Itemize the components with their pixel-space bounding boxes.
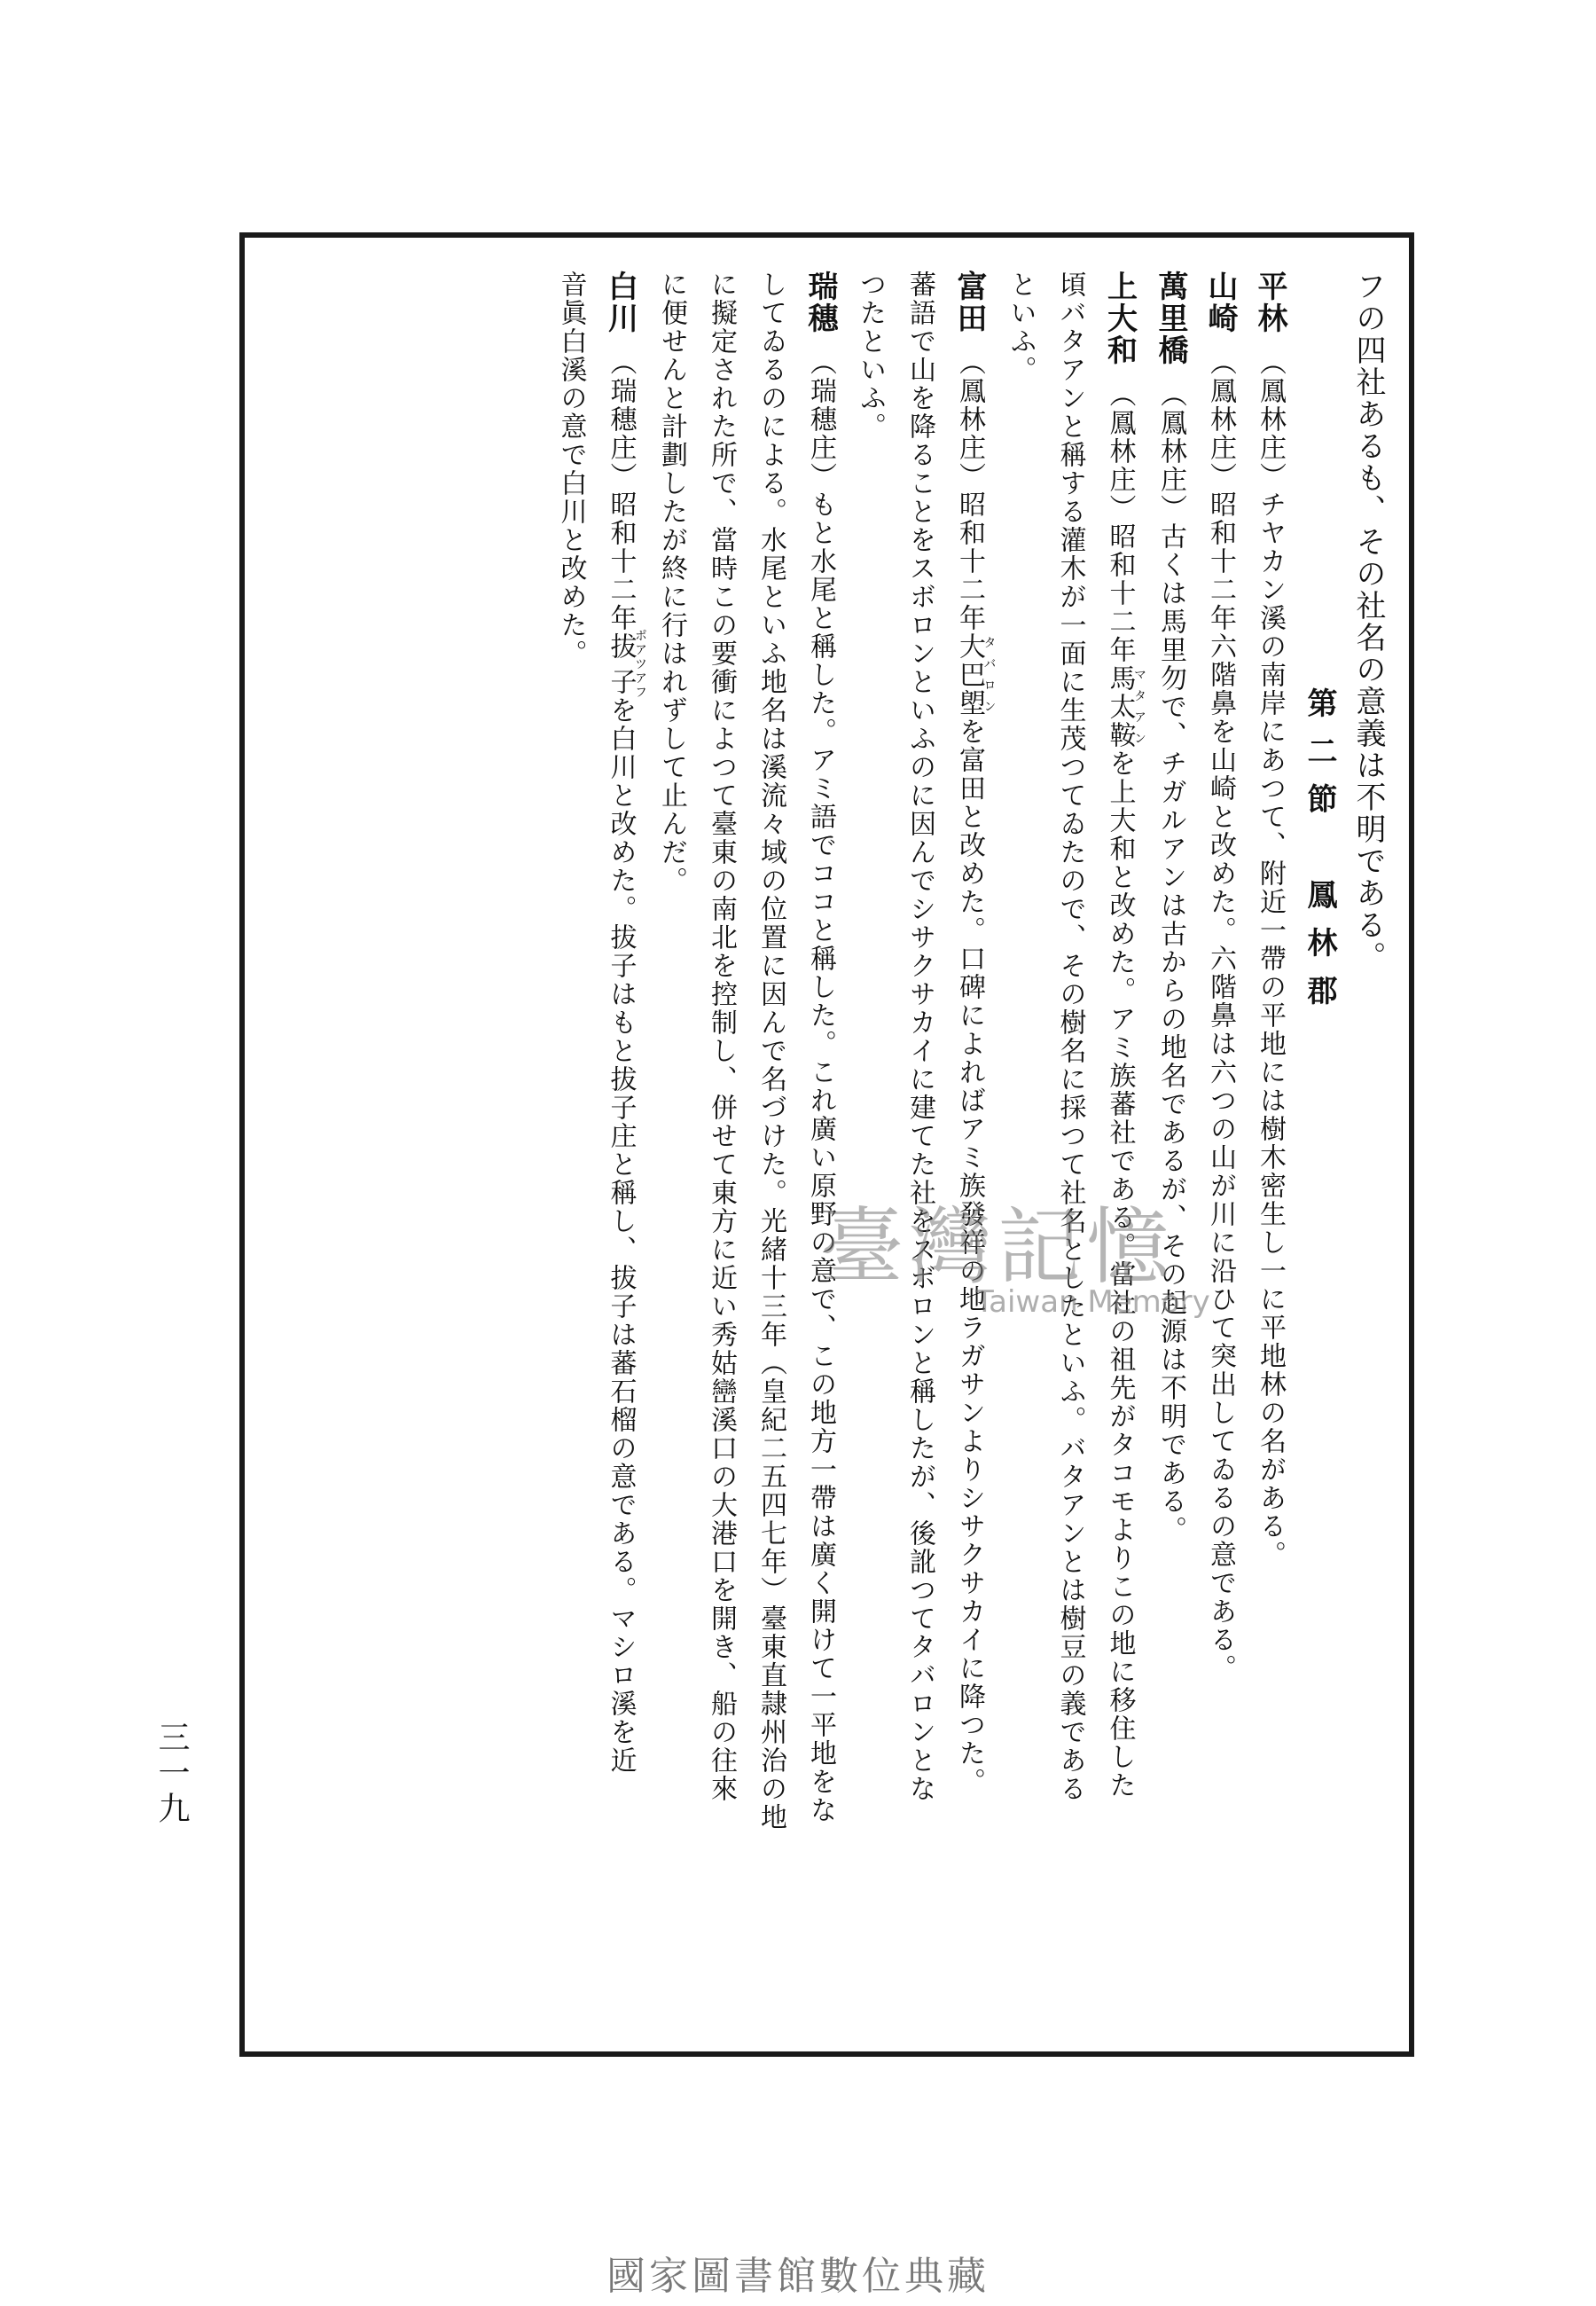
entry-yamazaki <box>1195 271 1245 2035</box>
entry-tomita <box>944 271 996 2035</box>
ruby-annotation: 拔子ポアツアフ <box>605 629 647 700</box>
entry-text: （鳳林庄）古くは馬里勿で、チガルアンは古からの地名であるが、その起源は不明である。 <box>1155 380 1186 1544</box>
text-column-10 <box>845 271 895 2035</box>
entry-manrikyo <box>1146 271 1195 2035</box>
column-text: してゐるのによる。水尾といふ地名は溪流々域の位置に因んで名づけた。光緒十三年（皇紀二五四七年）臺東直隷州治の地 <box>755 271 786 1831</box>
entry-text: （瑞穗庄）昭和十二年拔子ポアツアフを白川と改めた。拔子はもと拔子庄と稱し、拔子は蕃石榴の意である。マシロ溪を近 <box>605 349 647 1775</box>
column-text: に擬定された所で、當時この要衝によつて臺東の南北を控制し、併せて東方に近い秀姑巒溪口の大港口を開き、船の往來 <box>706 271 737 1803</box>
text-column-9 <box>895 271 944 2035</box>
vertical-text-body <box>262 271 1392 2035</box>
watermark-chars: 臺灣記憶 <box>820 1199 1176 1296</box>
column-text: フの四社あるも、その社名の意義は不明である。 <box>1350 271 1386 973</box>
column-text: つたといふ。 <box>855 271 886 441</box>
ruby-annotation: 馬太鞍マタアン <box>1104 664 1146 749</box>
column-text: 蕃語で山を降ることをスボロンといふのに因んでシサクサカイに建てた社をスボロンと稱したが、後訛つてタバロンとな <box>904 271 935 1803</box>
text-column-7 <box>996 271 1045 2035</box>
entry-term: 瑞穗 <box>802 271 838 334</box>
entry-term: 上大和 <box>1101 271 1138 366</box>
watermark-latin: Taiwan Memory <box>975 1284 1210 1320</box>
entry-text: （鳳林庄）昭和十二年大巴塱タバロンを富田と改めた。口碑によればアミ族發祥の地ラガサンよりシサクサカイに降つた。 <box>954 349 997 1796</box>
text-column-0 <box>1343 271 1392 2035</box>
column-text: に便せんと計劃したが終に行はれずして止んだ。 <box>656 271 687 895</box>
heading-text: 第二節 鳳林郡 <box>1302 687 1337 1023</box>
column-text: 頃バタアンと稱する灌木が一面に生茂つてゐたので、その樹名に採つて社名としたといふ。バタアンとは樹豆の義である <box>1054 271 1086 1803</box>
entry-shirakawa <box>596 271 647 2035</box>
text-column-13 <box>696 271 746 2035</box>
column-text: といふ。 <box>1005 271 1037 384</box>
text-column-12 <box>746 271 795 2035</box>
footer-library-credit: 國家圖書館數位典藏 <box>606 2254 990 2299</box>
entry-mizuho <box>795 271 845 2035</box>
entry-text: （鳳林庄）チヤカン溪の南岸にあつて、附近一帶の平地には樹木密生し一に平地林の名がある。 <box>1255 349 1286 1569</box>
entry-text: （鳳林庄）昭和十二年馬太鞍マタアンを上大和と改めた。アミ族蕃社である。當社の祖先がタコモよりこの地に移住した <box>1104 380 1146 1800</box>
text-column-16 <box>546 271 596 2035</box>
entry-term: 平林 <box>1252 271 1287 334</box>
entry-text: （瑞穗庄）もと水尾と稱した。アミ語でココと稱した。これ廣い原野の意で、この地方一帶は廣く開けて一平地をな <box>805 349 836 1824</box>
entry-hirabayashi <box>1245 271 1295 2035</box>
entry-term: 萬里橋 <box>1153 271 1188 366</box>
column-text: 音眞白溪の意で白川と改めた。 <box>555 271 587 668</box>
entry-term: 白川 <box>602 271 638 334</box>
ruby-annotation: 大巴塱タバロン <box>954 632 997 718</box>
section-heading <box>1295 271 1343 2035</box>
text-column-14 <box>646 271 696 2035</box>
text-column-6 <box>1045 271 1095 2035</box>
entry-term: 富田 <box>951 271 987 334</box>
entry-term: 山崎 <box>1202 271 1238 334</box>
entry-text: （鳳林庄）昭和十二年六階鼻を山崎と改めた。六階鼻は六つの山が川に沿ひて突出してゐるの意である。 <box>1205 349 1236 1682</box>
page-number: 三一九 <box>153 1721 190 1827</box>
entry-kamiyamato <box>1095 271 1146 2035</box>
